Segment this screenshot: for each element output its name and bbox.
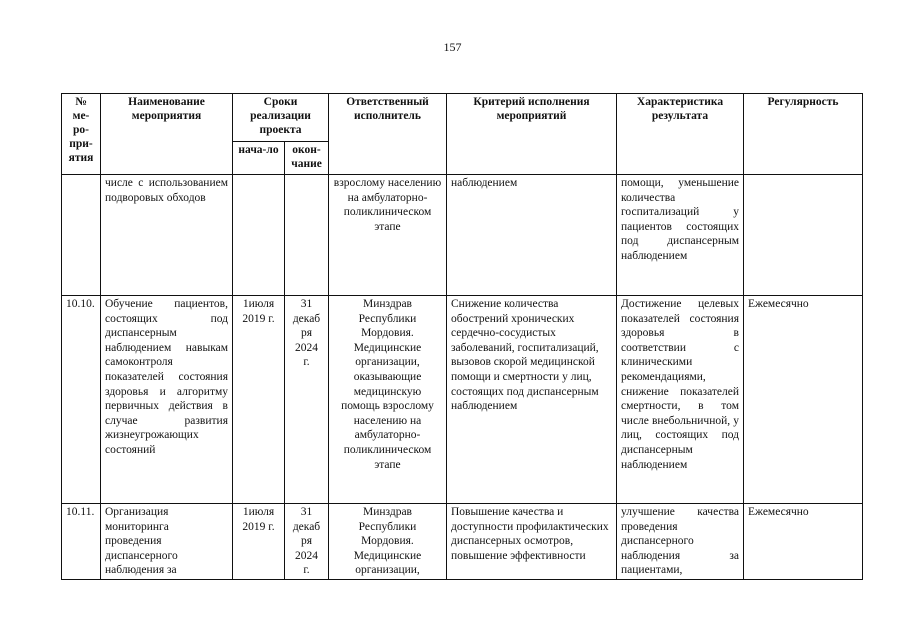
cell-start: 1июля 2019 г. xyxy=(233,296,285,504)
cell-regularity xyxy=(744,175,863,296)
header-responsible: Ответственный исполнитель xyxy=(329,94,447,175)
cell-responsible: Минздрав Республики Мордовия. Медицинские организации, оказывающие медицинскую помощь взрослому населению на амбулаторно-поликлиническом этапе xyxy=(329,296,447,504)
cell-criterion: Повышение качества и доступности профилактических диспансерных осмотров, повышение эффективности xyxy=(447,504,617,580)
table-row xyxy=(62,296,863,504)
header-result: Характеристика результата xyxy=(617,94,744,175)
cell-end: 31 декаб ря 2024 г. xyxy=(285,296,329,504)
cell-num: 10.10. xyxy=(62,296,101,504)
plan-table xyxy=(61,93,863,580)
header-name: Наименование мероприятия xyxy=(101,94,233,175)
cell-criterion: наблюдением xyxy=(447,175,617,296)
cell-num xyxy=(62,175,101,296)
cell-regularity: Ежемесячно xyxy=(744,504,863,580)
header-end: окон-чание xyxy=(285,141,329,174)
cell-regularity: Ежемесячно xyxy=(744,296,863,504)
cell-end: 31 декаб ря 2024 г. xyxy=(285,504,329,580)
cell-start: 1июля 2019 г. xyxy=(233,504,285,580)
cell-name: числе с использованием подворовых обходов xyxy=(101,175,233,296)
table-row xyxy=(62,175,863,296)
cell-criterion: Снижение количества обострений хронических сердечно-сосудистых заболеваний, госпитализаций, вызовов скорой медицинской помощи и смертности у лиц, состоящих под диспансерным наблюдением xyxy=(447,296,617,504)
cell-num: 10.11. xyxy=(62,504,101,580)
header-regularity: Регулярность xyxy=(744,94,863,175)
cell-end xyxy=(285,175,329,296)
cell-result: Достижение целевых показателей состояния здоровья в соответствии с клиническими рекомендациями, снижение показателей смертности, в том числе внебольничной, у лиц, состоящих под диспансерным наблюдением xyxy=(617,296,744,504)
page-number: 157 xyxy=(443,40,462,54)
cell-name: Обучение пациентов, состоящих под диспансерным наблюдением навыкам самоконтроля показателей состояния здоровья и алгоритму первичных действия в случае развития жизнеугрожающих состояний xyxy=(101,296,233,504)
header-criterion: Критерий исполнения мероприятий xyxy=(447,94,617,175)
table-row xyxy=(62,504,863,580)
cell-result: улучшение качества проведения диспансерного наблюдения за пациентами, xyxy=(617,504,744,580)
cell-name: Организация мониторинга проведения диспансерного наблюдения за xyxy=(101,504,233,580)
cell-start xyxy=(233,175,285,296)
header-row xyxy=(62,94,863,142)
cell-responsible: взрослому населению на амбулаторно-поликлиническом этапе xyxy=(329,175,447,296)
header-num: № ме-ро-при-ятия xyxy=(62,94,101,175)
cell-result: помощи, уменьшение количества госпитализаций у пациентов состоящих под диспансерным наблюдением xyxy=(617,175,744,296)
header-start: нача-ло xyxy=(233,141,285,174)
header-terms: Сроки реализации проекта xyxy=(233,94,329,142)
cell-responsible: Минздрав Республики Мордовия. Медицинские организации, xyxy=(329,504,447,580)
